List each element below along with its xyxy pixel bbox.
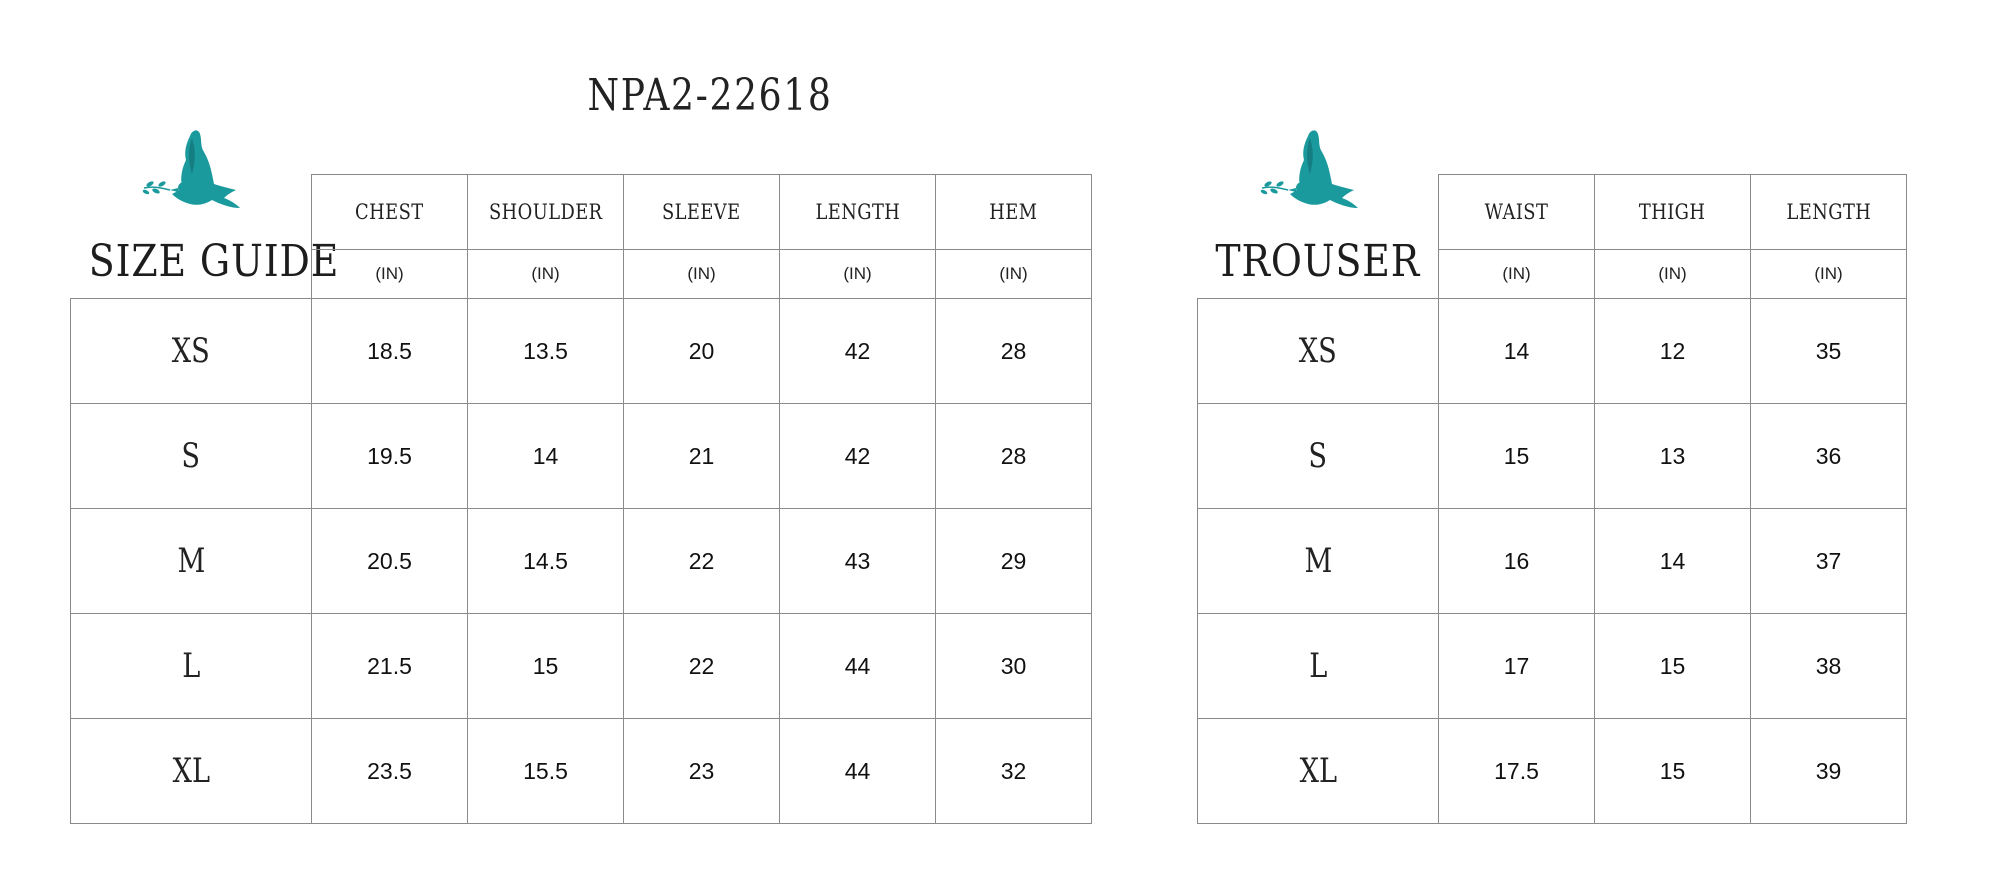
unit-label: (IN): [1751, 250, 1907, 299]
size-label: L: [71, 614, 312, 719]
measurement-cell: 13.5: [468, 299, 624, 404]
measurement-cell: 23: [624, 719, 780, 824]
measurement-cell: 43: [780, 509, 936, 614]
table-row: [71, 614, 1092, 719]
measurement-cell: 17: [1439, 614, 1595, 719]
size-guide-table: [70, 174, 1092, 824]
measurement-cell: 15: [1595, 614, 1751, 719]
table-row: [71, 404, 1092, 509]
measurement-cell: 42: [780, 404, 936, 509]
column-header-chest: CHEST: [312, 175, 468, 250]
table-row: [1198, 404, 1907, 509]
measurement-cell: 42: [780, 299, 936, 404]
corner-cell: [71, 175, 340, 299]
measurement-cell: 30: [936, 614, 1092, 719]
column-header-hem: HEM: [936, 175, 1092, 250]
measurement-cell: 44: [780, 614, 936, 719]
table-row: [71, 719, 1092, 824]
unit-label: (IN): [1595, 250, 1751, 299]
measurement-cell: 17.5: [1439, 719, 1595, 824]
measurement-cell: 22: [624, 614, 780, 719]
size-label: XL: [71, 719, 312, 824]
corner-cell: [1198, 175, 1439, 299]
measurement-cell: 15: [468, 614, 624, 719]
measurement-cell: 37: [1751, 509, 1907, 614]
measurement-cell: 16: [1439, 509, 1595, 614]
measurement-cell: 36: [1751, 404, 1907, 509]
size-label: XS: [71, 299, 312, 404]
unit-label: (IN): [936, 250, 1092, 299]
measurement-cell: 22: [624, 509, 780, 614]
table-row: [1198, 299, 1907, 404]
measurement-cell: 28: [936, 299, 1092, 404]
measurement-cell: 39: [1751, 719, 1907, 824]
size-label: L: [1198, 614, 1439, 719]
measurement-cell: 15.5: [468, 719, 624, 824]
table-row: [71, 299, 1092, 404]
size-label: M: [71, 509, 312, 614]
measurement-cell: 20.5: [312, 509, 468, 614]
column-header-thigh: THIGH: [1595, 175, 1751, 250]
table-row: [71, 509, 1092, 614]
trouser-title: TROUSER: [1215, 236, 1421, 287]
unit-label: (IN): [1439, 250, 1595, 299]
size-guide-title: SIZE GUIDE: [88, 236, 340, 287]
column-header-waist: WAIST: [1439, 175, 1595, 250]
unit-label: (IN): [624, 250, 780, 299]
measurement-cell: 14.5: [468, 509, 624, 614]
column-header-length: LENGTH: [780, 175, 936, 250]
measurement-cell: 18.5: [312, 299, 468, 404]
measurement-cell: 12: [1595, 299, 1751, 404]
table-row: [1198, 509, 1907, 614]
unit-label: (IN): [312, 250, 468, 299]
measurement-cell: 29: [936, 509, 1092, 614]
trouser-size-table: [1197, 174, 1907, 824]
size-label: S: [1198, 404, 1439, 509]
measurement-cell: 44: [780, 719, 936, 824]
header-row: [1198, 175, 1907, 250]
product-code: NPA2-22618: [587, 70, 833, 121]
table-row: [1198, 719, 1907, 824]
measurement-cell: 21.5: [312, 614, 468, 719]
column-header-length: LENGTH: [1751, 175, 1907, 250]
column-header-shoulder: SHOULDER: [468, 175, 624, 250]
measurement-cell: 14: [1439, 299, 1595, 404]
unit-label: (IN): [780, 250, 936, 299]
measurement-cell: 23.5: [312, 719, 468, 824]
measurement-cell: 32: [936, 719, 1092, 824]
table-row: [1198, 614, 1907, 719]
measurement-cell: 38: [1751, 614, 1907, 719]
header-row: [71, 175, 1092, 250]
size-label: S: [71, 404, 312, 509]
unit-label: (IN): [468, 250, 624, 299]
measurement-cell: 21: [624, 404, 780, 509]
measurement-cell: 14: [1595, 509, 1751, 614]
measurement-cell: 15: [1439, 404, 1595, 509]
measurement-cell: 13: [1595, 404, 1751, 509]
measurement-cell: 20: [624, 299, 780, 404]
measurement-cell: 14: [468, 404, 624, 509]
measurement-cell: 19.5: [312, 404, 468, 509]
column-header-sleeve: SLEEVE: [624, 175, 780, 250]
size-label: XS: [1198, 299, 1439, 404]
measurement-cell: 28: [936, 404, 1092, 509]
size-label: XL: [1198, 719, 1439, 824]
size-label: M: [1198, 509, 1439, 614]
measurement-cell: 35: [1751, 299, 1907, 404]
measurement-cell: 15: [1595, 719, 1751, 824]
